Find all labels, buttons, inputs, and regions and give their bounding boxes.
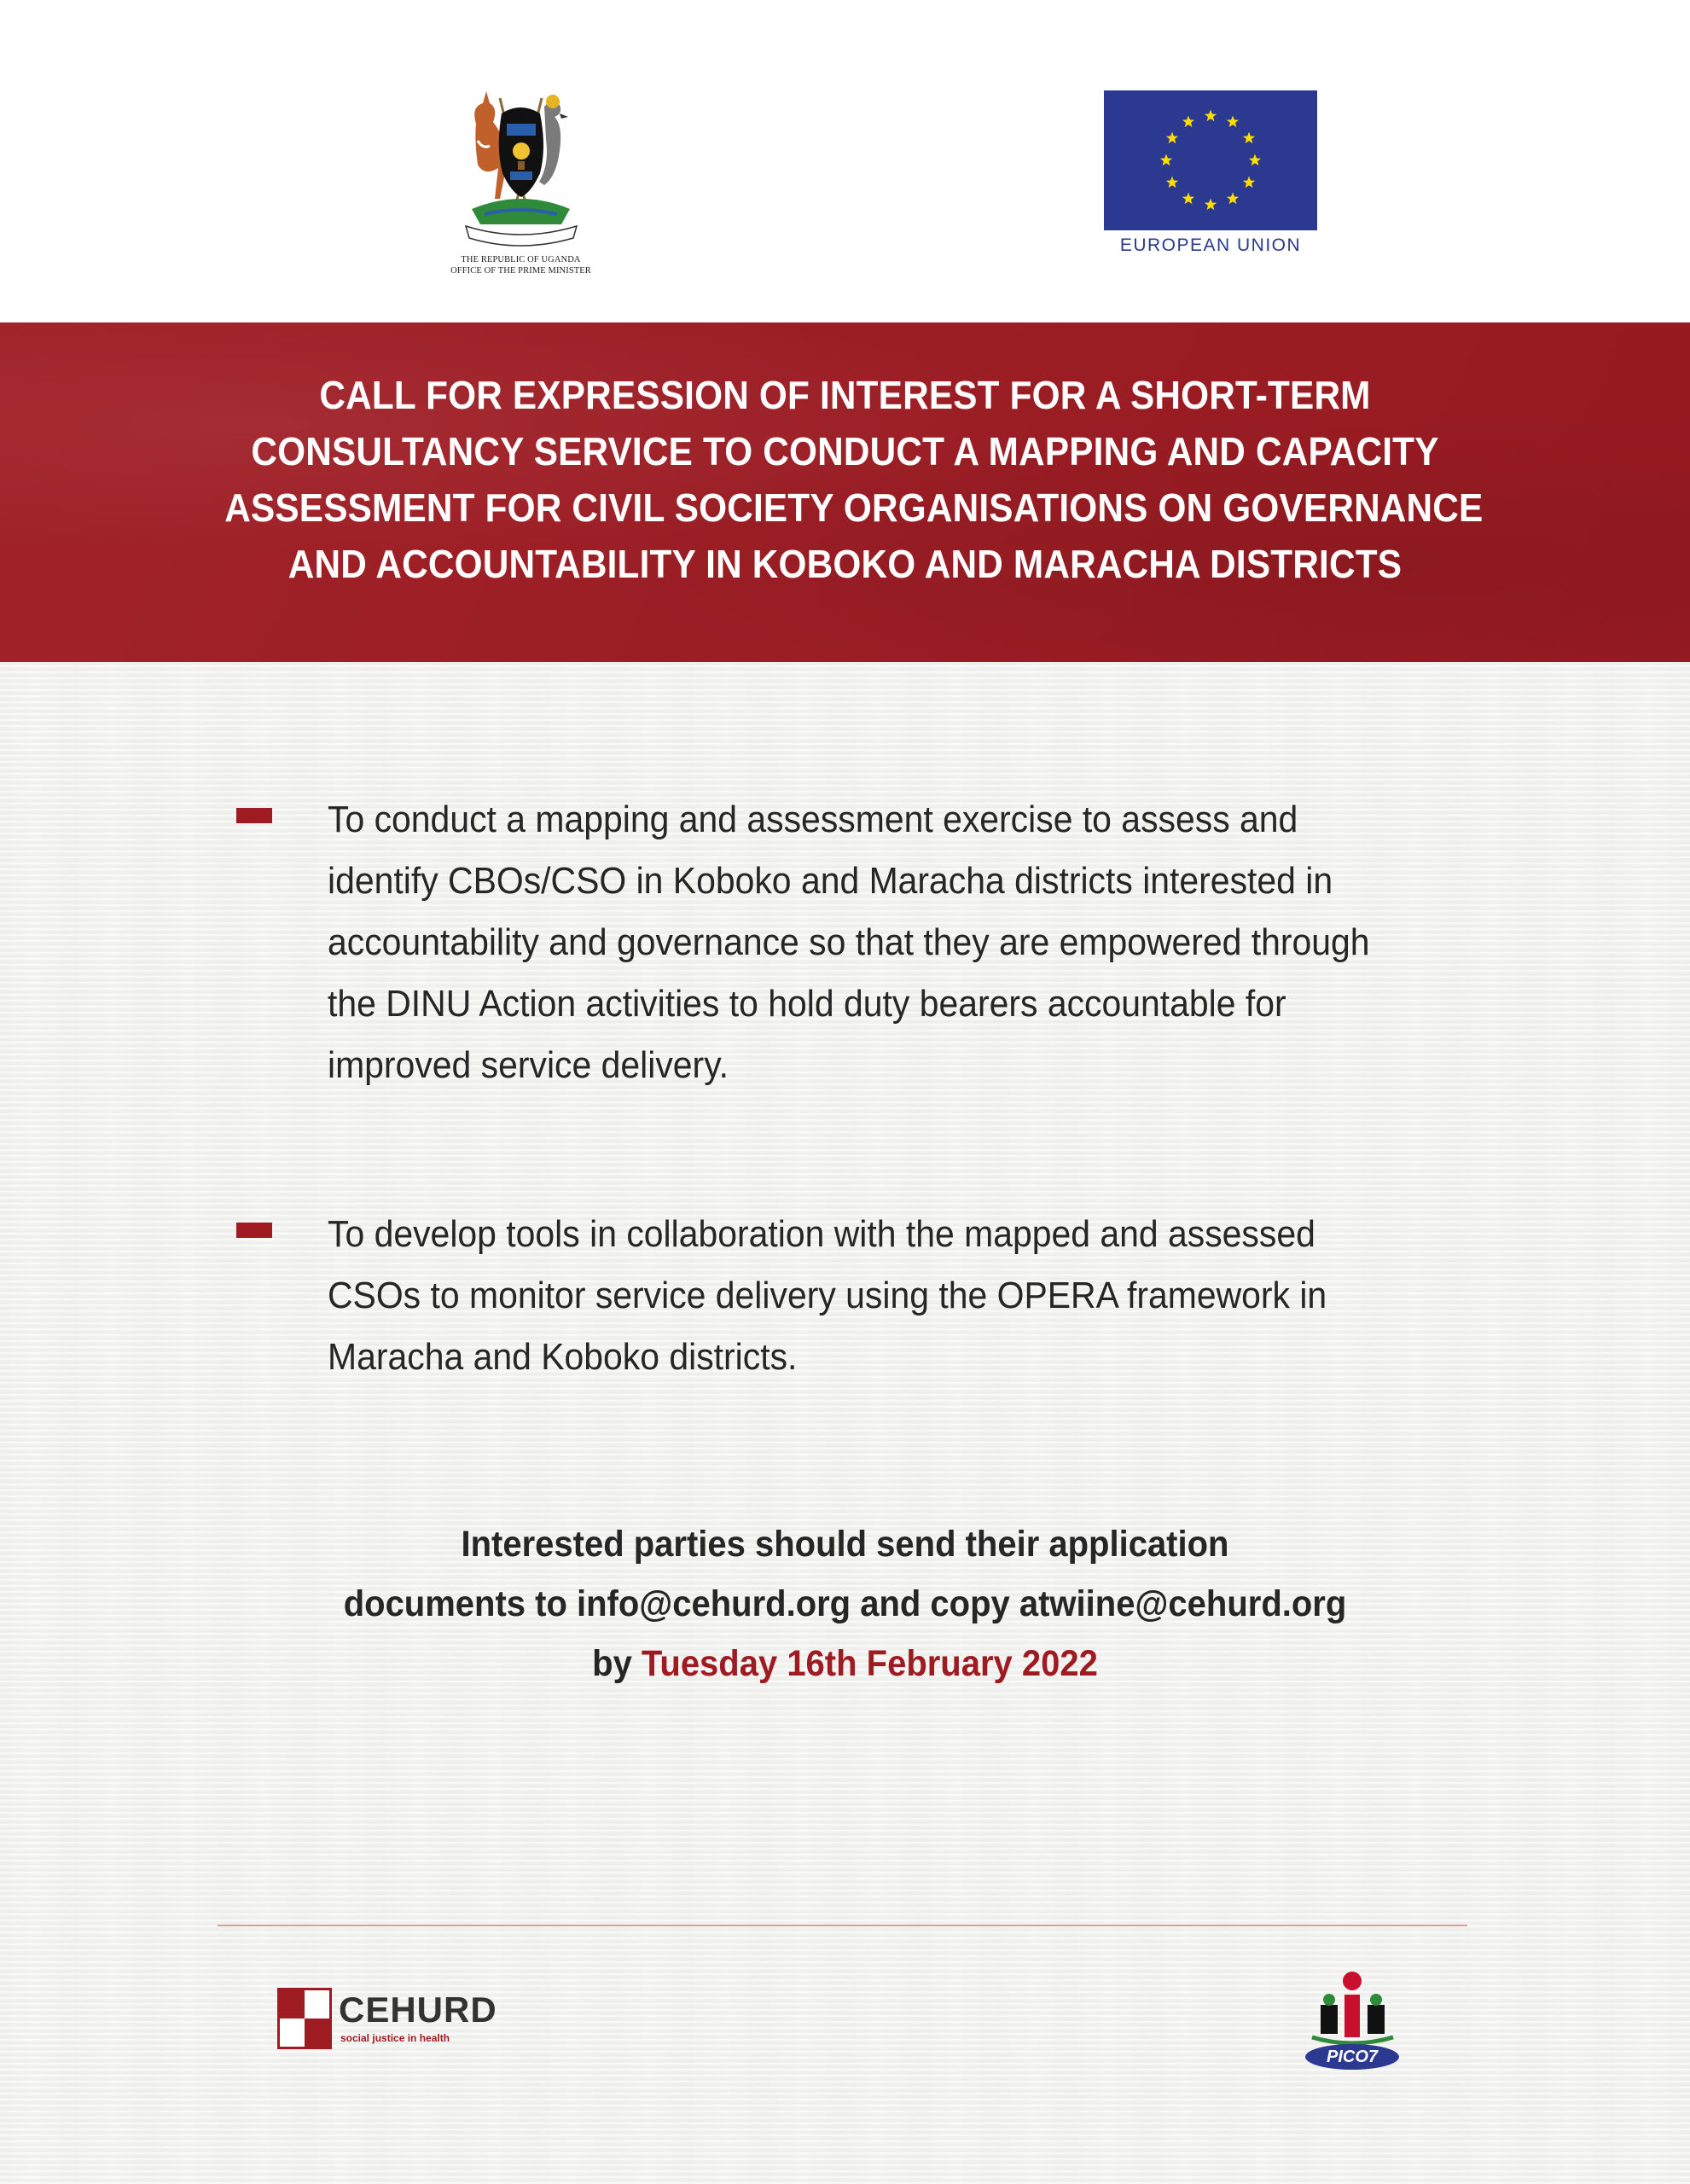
eu-star-icon <box>1205 110 1217 122</box>
title-line: CALL FOR EXPRESSION OF INTEREST FOR A SHORT-TERM <box>319 373 1371 417</box>
eu-star-icon <box>1243 132 1255 144</box>
title-banner <box>0 322 1690 662</box>
eu-star-icon <box>1182 116 1194 128</box>
pico-logo <box>1304 1971 1402 2073</box>
eu-star-icon <box>1227 193 1239 205</box>
cta-line: Interested parties should send their application <box>461 1524 1229 1565</box>
eu-star-icon <box>1166 132 1178 144</box>
bullet-marker-icon <box>236 1223 272 1238</box>
cehurd-tagline: social justice in health <box>340 2032 450 2044</box>
eu-star-icon <box>1166 177 1178 189</box>
footer-divider <box>218 1925 1467 1926</box>
cehurd-name: CEHURD <box>339 1989 497 2030</box>
pico-name: PICO7 <box>1305 2044 1399 2070</box>
eu-flag-icon <box>1104 90 1317 230</box>
cehurd-logo <box>277 1988 508 2052</box>
eu-star-icon <box>1227 116 1239 128</box>
application-instructions <box>218 1514 1472 1693</box>
bullet-marker-icon <box>236 808 272 823</box>
cta-line: documents to info@cehurd.org and copy atwiine@cehurd.org <box>343 1583 1347 1624</box>
logo-header <box>0 0 1690 322</box>
objective-text: To conduct a mapping and assessment exercise to assess and identify CBOs/CSO in Koboko and Maracha districts interested in accountability and governance so that they are empowered through the DINU Action activities to hold duty bearers accountable for improved service delivery. <box>328 799 1370 1086</box>
uganda-coat-of-arms-icon <box>450 90 591 252</box>
deadline-date: Tuesday 16th February 2022 <box>641 1643 1098 1684</box>
title-line: AND ACCOUNTABILITY IN KOBOKO AND MARACHA DISTRICTS <box>287 542 1403 586</box>
page-title <box>224 367 1484 592</box>
pico-logo-icon <box>1304 1971 1402 2052</box>
eu-star-icon <box>1182 193 1194 205</box>
title-line: ASSESSMENT FOR CIVIL SOCIETY ORGANISATIONS ON GOVERNANCE <box>224 485 1484 530</box>
eu-star-icon <box>1249 154 1261 166</box>
cehurd-logo-icon <box>277 1988 332 2049</box>
eu-logo <box>1104 90 1317 261</box>
cta-deadline-line: by Tuesday 16th February 2022 <box>592 1643 1098 1684</box>
objective-text: To develop tools in collaboration with the mapped and assessed CSOs to monitor service delivery using the OPERA framework in Maracha and Koboko districts. <box>328 1213 1327 1378</box>
uganda-coat-of-arms <box>433 90 608 276</box>
eu-caption: EUROPEAN UNION <box>1119 235 1302 255</box>
eu-star-icon <box>1160 154 1172 166</box>
eu-star-icon <box>1243 177 1255 189</box>
title-line: CONSULTANCY SERVICE TO CONDUCT A MAPPING AND CAPACITY <box>251 429 1439 473</box>
eu-star-icon <box>1205 199 1217 211</box>
uganda-caption: THE REPUBLIC OF UGANDA OFFICE OF THE PRIME MINISTER <box>450 255 591 276</box>
